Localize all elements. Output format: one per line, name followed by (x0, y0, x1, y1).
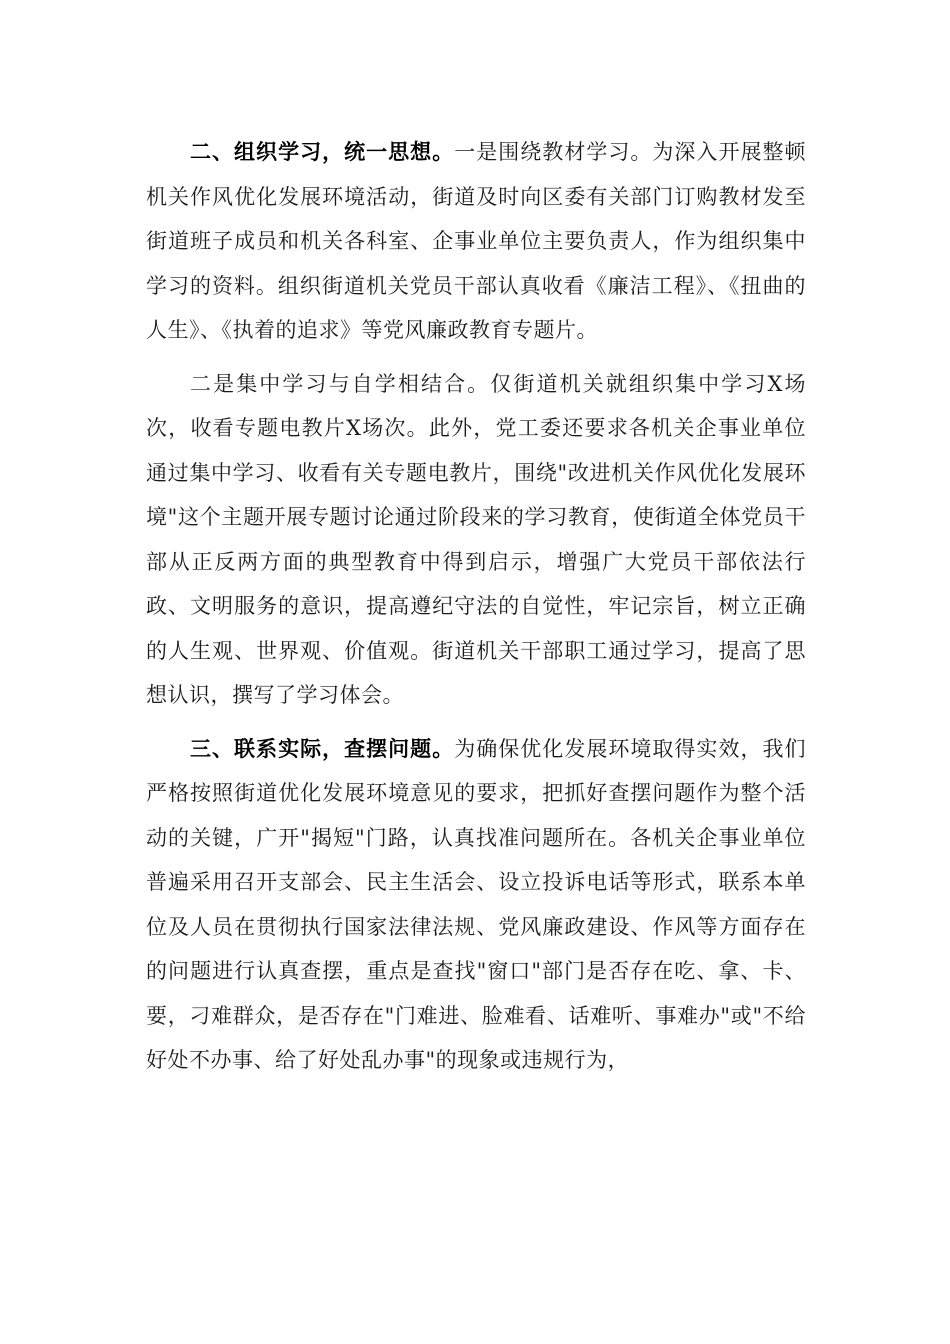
document-body (146, 130, 806, 1083)
paragraph-combined-study (146, 362, 806, 718)
section-heading-find-problems: 三、联系实际，查摆问题。 (190, 735, 455, 761)
paragraph-text: 二是集中学习与自学相结合。仅街道机关就组织集中学习X场次，收看专题电教片X场次。此外，党工委还要求各机关企事业单位通过集中学习、收看有关专题电教片，围绕"改进机关作风优化发展环境"这个主题开展专题讨论通过阶段来的学习教育，使街道全体党员干部从正反两方面的典型教育中得到启示，增强广大党员干部依法行政、文明服务的意识，提高遵纪守法的自觉性，牢记宗旨，树立正确的人生观、世界观、价值观。街道机关干部职工通过学习，提高了思想认识，撰写了学习体会。 (146, 371, 806, 707)
section-heading-organize-study: 二、组织学习，统一思想。 (190, 139, 455, 164)
paragraph-text: 为确保优化发展环境取得实效，我们严格按照街道优化发展环境意见的要求，把抓好查摆问题作为整个活动的关键，广开"揭短"门路，认真找准问题所在。各机关企事业单位普遍采用召开支部会、民主生活会、设立投诉电话等形式，联系本单位及人员在贯彻执行国家法律法规、党风廉政建设、作风等方面存在的问题进行认真查摆，重点是查找"窗口"部门是否存在吃、拿、卡、要，刁难群众，是否存在"门难进、脸难看、话难听、事难办"或"不给好处不办事、给了好处乱办事"的现象或违规行为， (146, 736, 807, 1072)
paragraph-find-problems (146, 727, 806, 1083)
paragraph-text: 一是围绕教材学习。为深入开展整顿机关作风优化发展环境活动，街道及时向区委有关部门订购教材发至街道班子成员和机关各科室、企事业单位主要负责人，作为组织集中学习的资料。组织街道机关党员干部认真收看《廉洁工程》、《扭曲的人生》、《执着的追求》等党风廉政教育专题片。 (146, 140, 807, 342)
paragraph-organize-study (146, 130, 806, 353)
